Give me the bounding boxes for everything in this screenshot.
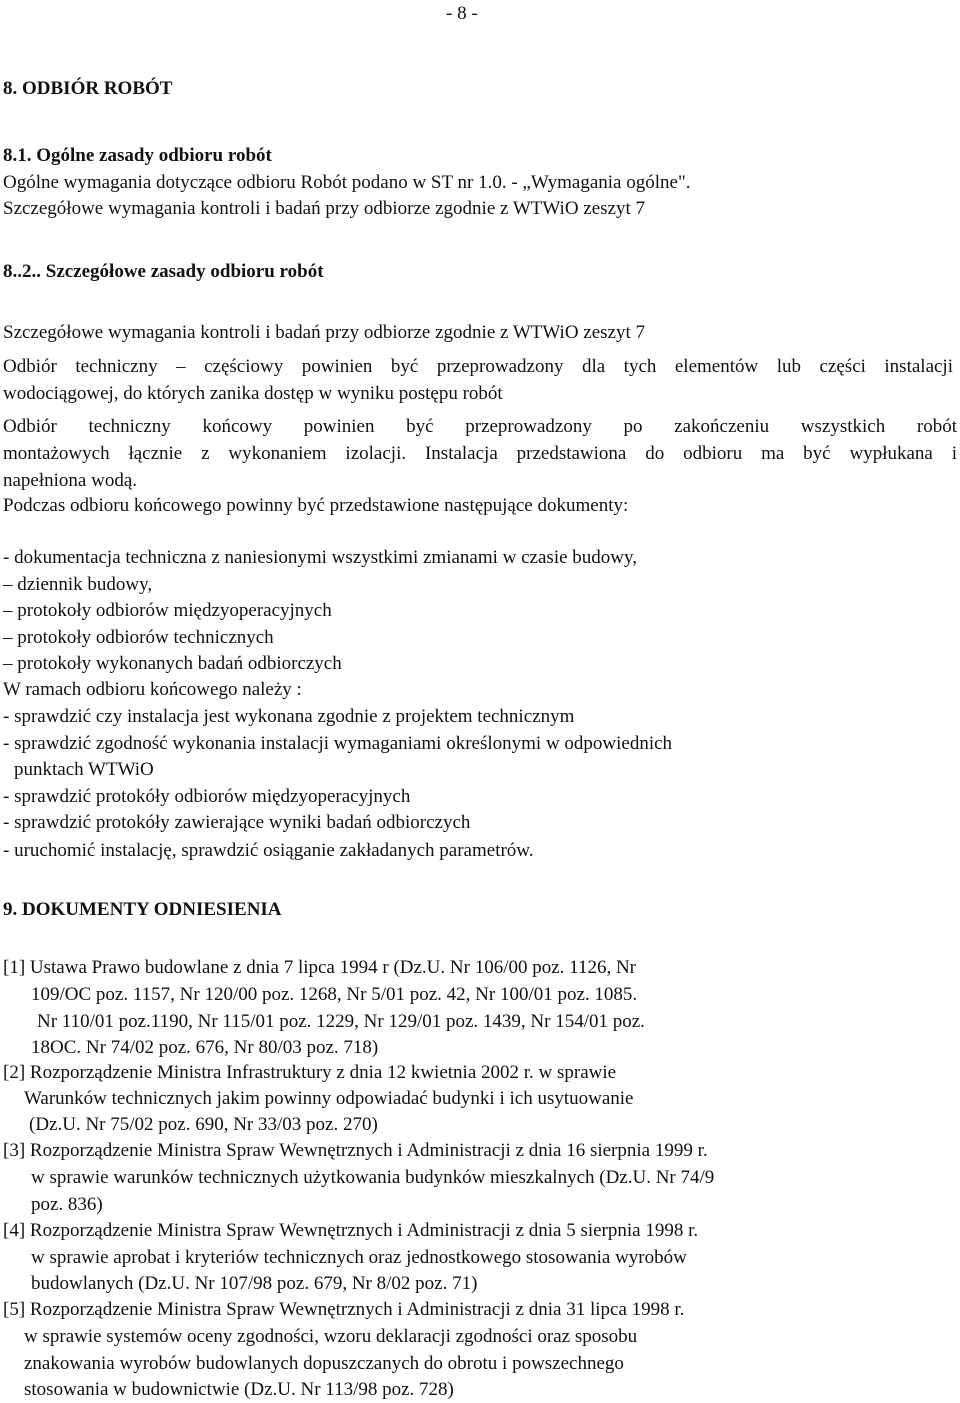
paragraph-line: napełniona wodą.: [3, 470, 138, 491]
reference-line: poz. 836): [31, 1194, 103, 1215]
reference-line: (Dz.U. Nr 75/02 poz. 690, Nr 33/03 poz. 270): [29, 1114, 378, 1135]
reference-line: znakowania wyrobów budowlanych dopuszczanych do obrotu i powszechnego: [24, 1353, 624, 1374]
section-8-2-heading: 8..2.. Szczegółowe zasady odbioru robót: [3, 261, 324, 282]
list-item: – dziennik budowy,: [3, 574, 153, 595]
page-number: - 8 -: [446, 3, 478, 24]
list-item: – protokoły odbiorów międzyoperacyjnych: [3, 600, 332, 621]
paragraph-line: W ramach odbioru końcowego należy :: [3, 679, 302, 700]
list-item: punktach WTWiO: [14, 759, 154, 780]
reference-line: w sprawie aprobat i kryteriów technicznych oraz jednostkowego stosowania wyrobów: [31, 1247, 687, 1268]
reference-line: 109/OC poz. 1157, Nr 120/00 poz. 1268, Nr 5/01 poz. 42, Nr 100/01 poz. 1085.: [31, 984, 638, 1005]
paragraph-line: Odbiór techniczny końcowy powinien być przeprowadzony po zakończeniu wszystkich robót: [3, 416, 957, 437]
section-8-heading: 8. ODBIÓR ROBÓT: [3, 78, 173, 99]
paragraph-line: Szczegółowe wymagania kontroli i badań przy odbiorze zgodnie z WTWiO zeszyt 7: [3, 198, 646, 219]
list-item: - uruchomić instalację, sprawdzić osiąganie zakładanych parametrów.: [3, 840, 534, 861]
paragraph-line: wodociągowej, do których zanika dostęp w wyniku postępu robót: [3, 383, 503, 404]
reference-line: w sprawie systemów oceny zgodności, wzoru deklaracji zgodności oraz sposobu: [24, 1326, 638, 1347]
list-item: – protokoły wykonanych badań odbiorczych: [3, 653, 342, 674]
reference-line: [3] Rozporządzenie Ministra Spraw Wewnętrznych i Administracji z dnia 16 sierpnia 1999 r.: [3, 1140, 708, 1161]
list-item: - sprawdzić protokóły odbiorów międzyoperacyjnych: [3, 786, 411, 807]
reference-line: Nr 110/01 poz.1190, Nr 115/01 poz. 1229, Nr 129/01 poz. 1439, Nr 154/01 poz.: [37, 1011, 645, 1032]
reference-line: [4] Rozporządzenie Ministra Spraw Wewnętrznych i Administracji z dnia 5 sierpnia 1998 r.: [3, 1220, 699, 1241]
paragraph-line: Odbiór techniczny – częściowy powinien być przeprowadzony dla tych elementów lub części instalacji: [3, 356, 953, 377]
reference-line: [1] Ustawa Prawo budowlane z dnia 7 lipca 1994 r (Dz.U. Nr 106/00 poz. 1126, Nr: [3, 957, 637, 978]
reference-line: 18OC. Nr 74/02 poz. 676, Nr 80/03 poz. 718): [31, 1037, 379, 1058]
reference-line: stosowania w budownictwie (Dz.U. Nr 113/98 poz. 728): [24, 1379, 454, 1400]
paragraph-line: montażowych łącznie z wykonaniem izolacji. Instalacja przedstawiona do odbioru ma być wypłukana i: [3, 443, 957, 464]
section-9-heading: 9. DOKUMENTY ODNIESIENIA: [3, 899, 282, 920]
reference-line: budowlanych (Dz.U. Nr 107/98 poz. 679, Nr 8/02 poz. 71): [31, 1273, 478, 1294]
reference-line: Warunków technicznych jakim powinny odpowiadać budynki i ich usytuowanie: [24, 1088, 634, 1109]
list-item: - sprawdzić zgodność wykonania instalacji wymaganiami określonymi w odpowiednich: [3, 733, 673, 754]
section-8-1-heading: 8.1. Ogólne zasady odbioru robót: [3, 145, 272, 166]
list-item: - sprawdzić protokóły zawierające wyniki badań odbiorczych: [3, 812, 471, 833]
reference-line: w sprawie warunków technicznych użytkowania budynków mieszkalnych (Dz.U. Nr 74/9: [31, 1167, 715, 1188]
reference-line: [2] Rozporządzenie Ministra Infrastruktury z dnia 12 kwietnia 2002 r. w sprawie: [3, 1062, 617, 1083]
paragraph-line: Szczegółowe wymagania kontroli i badań przy odbiorze zgodnie z WTWiO zeszyt 7: [3, 322, 646, 343]
reference-line: [5] Rozporządzenie Ministra Spraw Wewnętrznych i Administracji z dnia 31 lipca 1998 r.: [3, 1299, 685, 1320]
list-item: – protokoły odbiorów technicznych: [3, 627, 274, 648]
list-item: - sprawdzić czy instalacja jest wykonana zgodnie z projektem technicznym: [3, 706, 575, 727]
list-item: - dokumentacja techniczna z naniesionymi wszystkimi zmianami w czasie budowy,: [3, 547, 638, 568]
paragraph-line: Ogólne wymagania dotyczące odbioru Robót podano w ST nr 1.0. - „Wymagania ogólne".: [3, 172, 691, 193]
paragraph-line: Podczas odbioru końcowego powinny być przedstawione następujące dokumenty:: [3, 495, 629, 516]
